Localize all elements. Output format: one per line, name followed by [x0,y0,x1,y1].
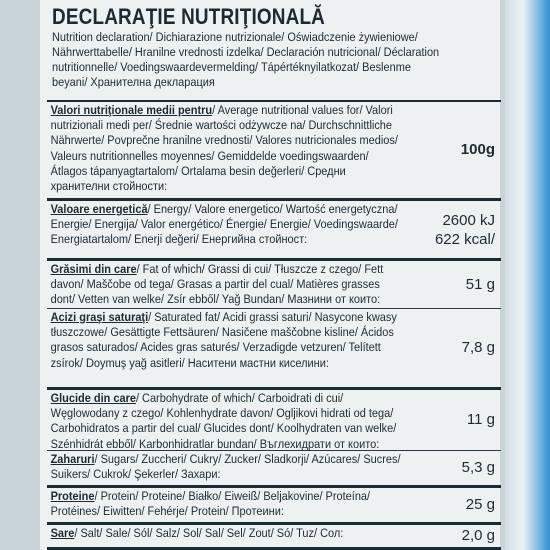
table-row-salt [47,525,501,550]
intro-text: Nutrition declaration/ Dichiarazione nutrizionale/ Oświadczenie żywieniowe/ Nährwerttabelle/ Hranilne vrednosti izdelka/ Declaración nutricional/ Déclaration nutritionnelle/ Voedingswaardevermelding/ Tápértéknyilatkozat/ Beslenme beyani/ Хранителна декларация [52,30,440,89]
row-translations: / Saturated fat/ Acidi grassi saturi/ Nasycone kwasy tłuszczowe/ Gesättigte Fettsäuren/ Nasičene maščobne kisline/ Ácidos grasos saturados/ Acides gras saturés/ Verzadigde vetzuren/ Telített zsírok/ Doymuş yağ asitleri/ Наситени мастни киселини: [50,310,397,370]
table-row-sugars [47,451,501,488]
row-value: 2,0 g [461,527,495,544]
row-value: 100g [460,141,495,158]
row-translations: / Energy/ Valore energetico/ Wartość energetyczna/ Energie/ Energija/ Valor energético/ Énergie/ Energie/ Voedingswaarde/ Energiatartalom/ Enerji değeri/ Енергийна стойност: [50,202,398,247]
row-value: 7,8 g [461,339,495,356]
row-heading: Valoare energetică [50,202,148,216]
page-title: DECLARAŢIE NUTRIŢIONALĂ [52,4,326,29]
row-translations: / Salt/ Sale/ Sól/ Salz/ Sol/ Sal/ Sel/ Zout/ Só/ Tuz/ Сол: [74,526,344,540]
row-translations: / Fat of which/ Grassi di cui/ Tłuszcze z czego/ Fett davon/ Maščobe od tega/ Grasas a partir del cual/ Matières grasses dont/ Vetten van welke/ Zsír ebből/ Yağ Bundan/ Мазнини от които: [50,262,384,307]
nutrition-table [47,100,501,550]
row-translations: / Average nutritional values for/ Valori nutrizionali medi per/ Średnie wartości odżywcze na/ Durchschnittliche Nährwerte/ Povprečne hranilne vrednosti/ Valores nutricionales medios/ Valeurs nutritionnelles moyennes/ Gemiddelde voedingswaarden/ Átlagos tápanyagtartalom/ Ortalama besin değerleri/ Средни хранителни стойности: [50,103,398,194]
table-row-energy [47,201,501,261]
row-heading: Acizi graşi saturaţi [50,310,149,324]
table-row-reference [47,102,501,201]
row-heading: Proteine [50,489,95,503]
table-row-fat [47,261,501,309]
row-value: 51 g [465,275,495,293]
row-value: 5,3 g [461,459,495,476]
row-value: 11 g [466,411,495,428]
row-translations: / Protein/ Proteine/ Białko/ Eiweiß/ Beljakovine/ Proteína/ Protéines/ Eiwitten/ Fehérje/ Protein/ Протеини: [50,489,371,519]
row-heading: Sare [50,526,75,540]
row-translations: / Carbohydrate of which/ Carboidrati di cui/ Węglowodany z czego/ Kohlenhydrate davon/ Ogljikovi hidrati od tega/ Carbohidratos a partir del cual/ Glucides dont/ Koolhydraten van welke/ Szénhidrát ebből/ Karbonhidratlar bundan/ Въглехидрати от които: [50,391,397,451]
package-edge [505,0,550,550]
row-heading: Glucide din care [50,391,136,405]
table-row-carbohydrate [47,390,501,451]
row-heading: Grăsimi din care [50,262,137,276]
table-row-protein [47,488,501,525]
row-heading: Valori nutriţionale medii pentru [50,103,213,117]
row-heading: Zaharuri [50,452,95,466]
row-value: 25 g [465,496,495,513]
row-value: 2600 kJ 622 kcal/ [434,211,495,248]
table-row-saturated [47,309,501,390]
row-translations: / Sugars/ Zuccheri/ Cukry/ Zucker/ Sladkorji/ Azúcares/ Sucres/ Suikers/ Cukrok/ Şekerler/ Захари: [50,452,401,482]
